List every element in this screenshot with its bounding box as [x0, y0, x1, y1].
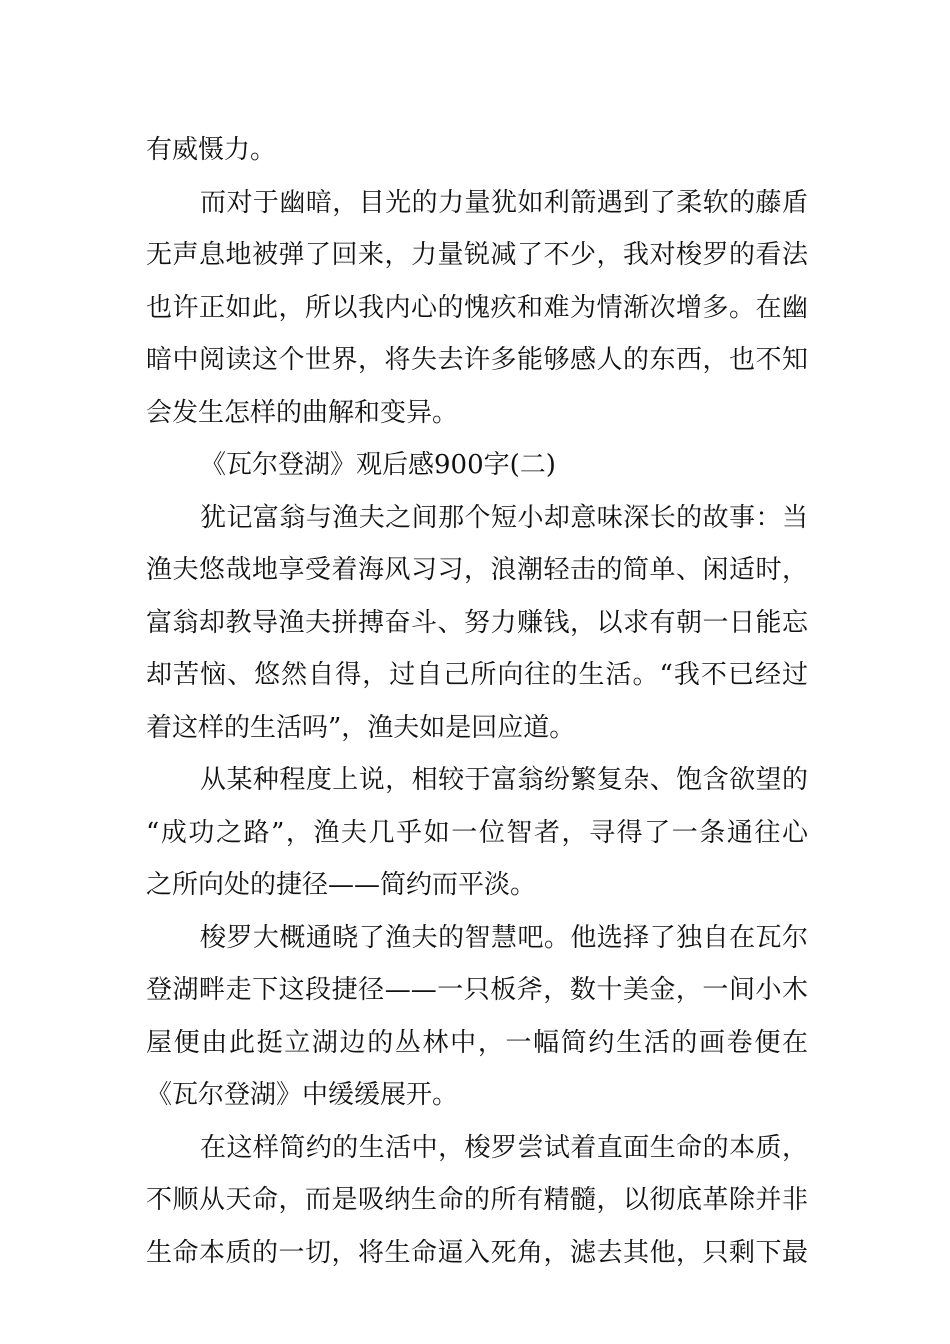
body-text: [146, 124, 808, 1279]
text-line: 生命本质的一切，将生命逼入死角，滤去其他，只剩下最: [146, 1237, 808, 1268]
text-line: 屋便由此挺立湖边的丛林中，一幅简约生活的画卷便在: [146, 1027, 808, 1058]
text-line: 梭罗大概通晓了渔夫的智慧吧。他选择了独自在瓦尔: [200, 922, 808, 953]
text-line: 无声息地被弹了回来，力量锐减了不少，我对梭罗的看法: [146, 240, 808, 270]
text-line: 渔夫悠哉地享受着海风习习，浪潮轻击的简单、闲适时，: [146, 555, 808, 585]
text-line: “成功之路”，渔夫几乎如一位智者，寻得了一条通往心: [146, 817, 808, 848]
text-line: 会发生怎样的曲解和变异。: [146, 397, 459, 428]
text-line: 也许正如此，所以我内心的愧疚和难为情渐次增多。在幽: [146, 292, 808, 323]
text-line: 不顺从天命，而是吸纳生命的所有精髓，以彻底革除并非: [146, 1185, 808, 1215]
text-line: 富翁却教导渔夫拼搏奋斗、努力赚钱，以求有朝一日能忘: [146, 607, 808, 638]
text-line: 犹记富翁与渔夫之间那个短小却意味深长的故事：当: [200, 502, 808, 533]
text-line: 在这样简约的生活中，梭罗尝试着直面生命的本质，: [200, 1132, 808, 1163]
text-line: 之所向处的捷径——简约而平淡。: [146, 870, 537, 900]
text-line: 《瓦尔登湖》中缓缓展开。: [146, 1080, 459, 1110]
text-line: 暗中阅读这个世界，将失去许多能够感人的东西，也不知: [146, 345, 808, 375]
text-line: 登湖畔走下这段捷径——一只板斧，数十美金，一间小木: [146, 975, 808, 1005]
text-line: 却苦恼、悠然自得，过自己所向往的生活。“我不已经过: [146, 660, 808, 690]
text-line: 从某种程度上说，相较于富翁纷繁复杂、饱含欲望的: [200, 765, 808, 795]
text-line: 有威慑力。: [146, 135, 277, 165]
text-line: 着这样的生活吗”，渔夫如是回应道。: [146, 712, 576, 743]
section-heading: 《瓦尔登湖》观后感900字(二): [200, 450, 556, 480]
text-line: 而对于幽暗，目光的力量犹如利箭遇到了柔软的藤盾: [200, 187, 808, 218]
